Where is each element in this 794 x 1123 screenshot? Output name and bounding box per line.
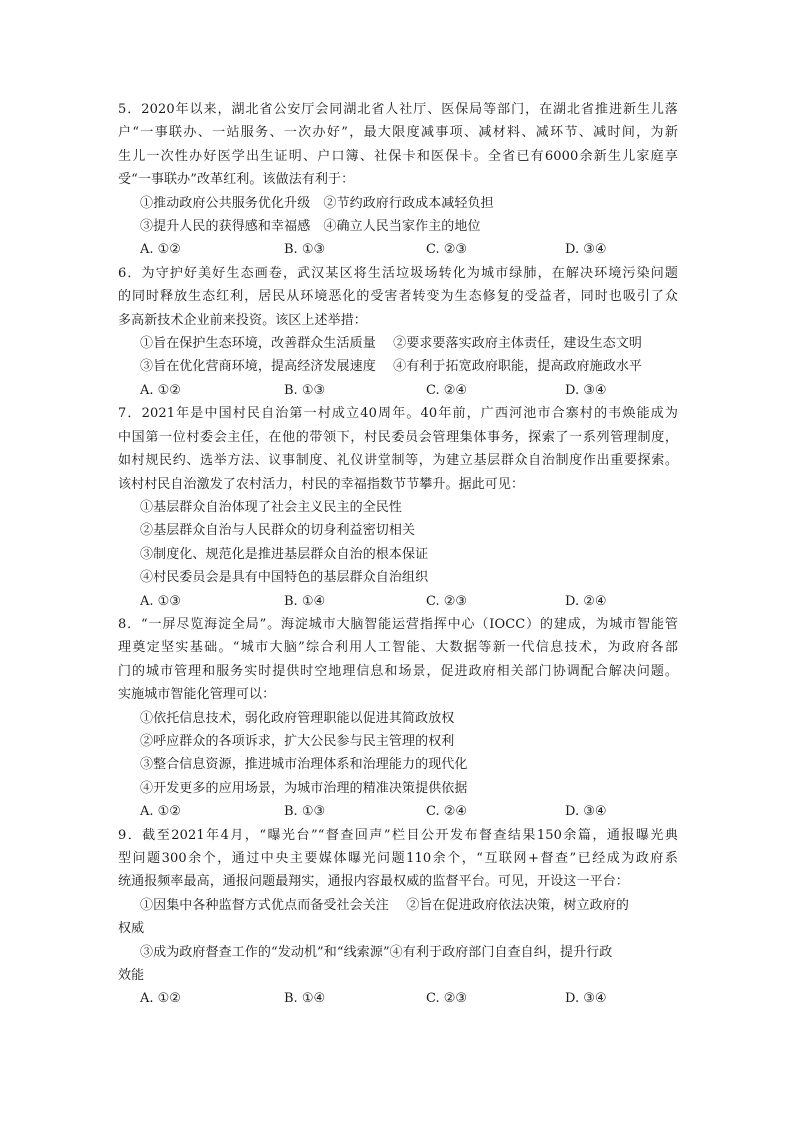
exam-page	[118, 98, 678, 1011]
question-stem-line: 该村村民自治激发了农村活力，村民的幸福指数节节攀升。据此可见：	[118, 476, 525, 492]
choice-d[interactable]: D. ③④	[565, 991, 607, 1007]
choice-b[interactable]: B. ①④	[284, 593, 326, 609]
statement-option: ②呼应群众的各项诉求，扩大公民参与民主管理的权利	[140, 733, 455, 749]
question-stem-line: 理奠定坚实基础。“城市大脑”综合利用人工智能、大数据等新一代信息技术，为政府各部	[118, 640, 678, 656]
answer-choices	[118, 379, 678, 402]
question-stem-line: 5．2020年以来，湖北省公安厅会同湖北省人社厅、医保局等部门，在湖北省推进新生儿落	[118, 102, 678, 117]
statement-option-continued: 效能	[118, 968, 145, 984]
choice-d[interactable]: D. ③④	[565, 804, 607, 820]
question-stem-line: 户“一事联办、一站服务、一次办好”，最大限度减事项、减材料、减环节、减时间，为新	[118, 125, 678, 141]
statement-option: ③旨在优化营商环境，提高经济发展速度 ④有利于拓宽政府职能，提高政府施政水平	[140, 359, 643, 375]
question-9	[118, 824, 678, 1011]
question-stem-line: 6．为守护好美好生态画卷，武汉某区将生活垃圾场转化为城市绿肺，在解决环境污染问题	[118, 265, 678, 281]
choice-c[interactable]: C. ②④	[426, 382, 468, 398]
question-stem-line: 型问题300余个，通过中央主要媒体曝光问题110余个，“互联网+督查”已经成为政府系	[118, 851, 678, 866]
choice-b[interactable]: B. ①④	[284, 991, 326, 1007]
statement-option: ①依托信息技术，弱化政府管理职能以促进其简政放权	[140, 710, 455, 726]
statement-option: ③制度化、规范化是推进基层群众自治的根本保证	[140, 546, 429, 562]
statement-option: ③成为政府督查工作的“发动机”和“线索源”④有利于政府部门自查自纠，提升行政	[140, 944, 613, 960]
statement-option: ④村民委员会是具有中国特色的基层群众自治组织	[140, 570, 429, 586]
statement-option: ①推动政府公共服务优化升级 ②节约政府行政成本减轻负担	[140, 195, 494, 211]
question-stem-line: 9．截至2021年4月，“曝光台”“督查回声”栏目公开发布督查结果150余篇，通报曝光典	[118, 827, 678, 843]
choice-a[interactable]: A. ①②	[140, 382, 181, 398]
question-stem-line: 门的城市管理和服务实时提供时空地理信息和场景，促进政府相关部门协调配合解决问题。	[118, 663, 678, 679]
question-stem-line: 如村规民约、选举方法、议事制度、礼仪讲堂制等，为建立基层群众自治制度作出重要探索。	[118, 453, 678, 469]
statement-option: ①旨在保护生态环境，改善群众生活质量 ②要求要落实政府主体责任，建设生态文明	[140, 336, 643, 352]
choice-a[interactable]: A. ①③	[140, 593, 181, 609]
choice-c[interactable]: C. ②③	[426, 242, 468, 258]
answer-choices	[118, 987, 678, 1010]
statement-option: ①因集中各种监督方式优点而备受社会关注 ②旨在促进政府依法决策，树立政府的	[140, 897, 629, 913]
choice-c[interactable]: C. ②③	[426, 991, 468, 1007]
statement-option: ①基层群众自治体现了社会主义民主的全民性	[140, 499, 403, 515]
answer-choices	[118, 238, 678, 261]
choice-b[interactable]: B. ①③	[284, 382, 326, 398]
question-7	[118, 402, 678, 613]
question-6	[118, 262, 678, 402]
statement-option: ②基层群众自治与人民群众的切身利益密切相关	[140, 523, 416, 539]
choice-a[interactable]: A. ①②	[140, 991, 181, 1007]
answer-choices	[118, 800, 678, 823]
statement-option: ③提升人民的获得感和幸福感 ④确立人民当家作主的地位	[140, 219, 481, 235]
choice-b[interactable]: B. ①③	[284, 804, 326, 820]
question-stem-line: 中国第一位村委会主任，在他的带领下，村民委员会管理集体事务，探索了一系列管理制度，	[118, 429, 678, 445]
choice-b[interactable]: B. ①③	[284, 242, 326, 258]
choice-d[interactable]: D. ③④	[565, 382, 607, 398]
choice-c[interactable]: C. ②③	[426, 593, 468, 609]
question-stem-line: 生儿一次性办好医学出生证明、户口簿、社保卡和医保卡。全省已有6000余新生儿家庭享	[118, 148, 678, 164]
question-stem-line: 多高新技术企业前来投资。该区上述举措：	[118, 312, 367, 328]
question-8	[118, 613, 678, 824]
question-stem-line: 实施城市智能化管理可以：	[118, 687, 276, 703]
question-stem-line: 受“一事联办”改革红利。该做法有利于：	[118, 172, 355, 188]
answer-choices	[118, 590, 678, 613]
choice-a[interactable]: A. ①②	[140, 242, 181, 258]
question-stem-line: 统通报频率最高，通报问题最翔实，通报内容最权威的监督平台。可见，开设这一平台：	[118, 874, 629, 890]
statement-option: ③整合信息资源，推进城市治理体系和治理能力的现代化	[140, 757, 468, 773]
question-5	[118, 98, 678, 262]
choice-d[interactable]: D. ②④	[565, 593, 607, 609]
question-stem-line: 的同时释放生态红利，居民从环境恶化的受害者转变为生态修复的受益者，同时也吸引了众	[118, 289, 678, 305]
question-stem-line: 8．“一屏尽览海淀全局”。海淀城市大脑智能运营指挥中心（IOCC）的建成，为城市智能管	[118, 616, 678, 632]
statement-option-continued: 权威	[118, 921, 145, 937]
choice-c[interactable]: C. ②④	[426, 804, 468, 820]
question-stem-line: 7．2021年是中国村民自治第一村成立40周年。40年前，广西河池市合寨村的韦焕能成为	[118, 406, 678, 422]
statement-option: ④开发更多的应用场景，为城市治理的精准决策提供依据	[140, 780, 468, 796]
choice-d[interactable]: D. ③④	[565, 242, 607, 258]
choice-a[interactable]: A. ①②	[140, 804, 181, 820]
